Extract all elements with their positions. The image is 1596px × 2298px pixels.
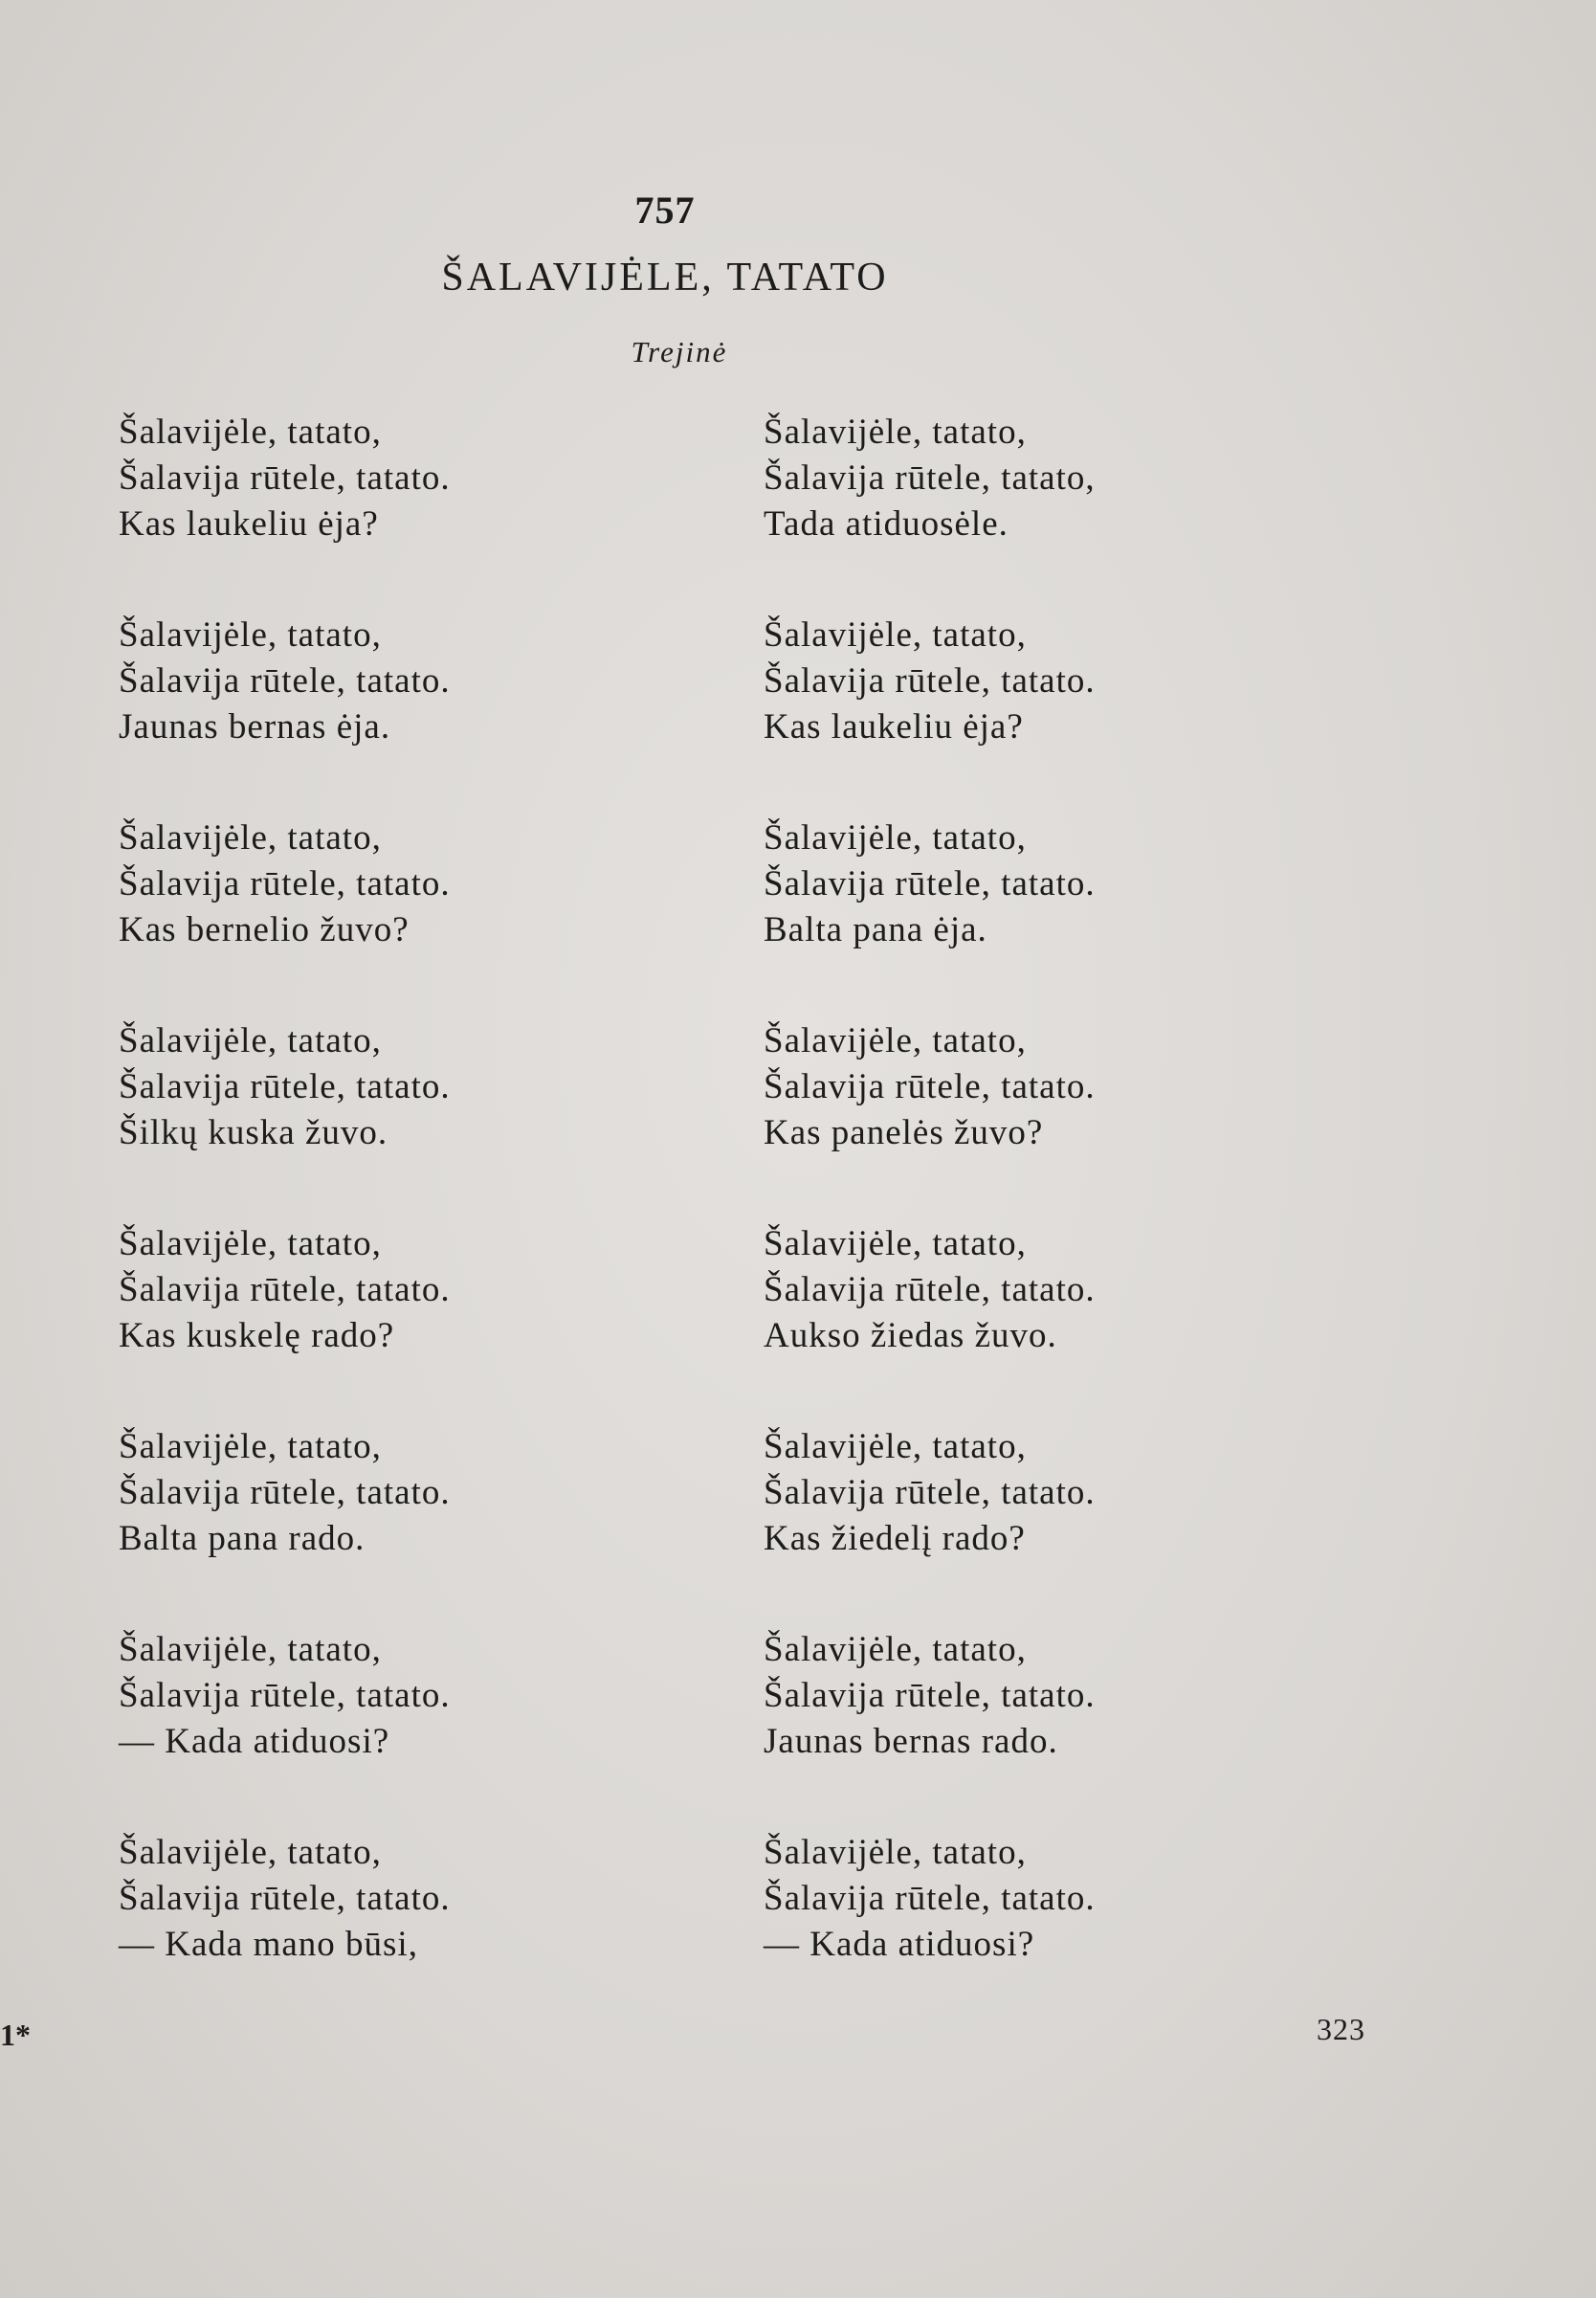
stanza-line: Kas laukeliu ėja? [119,504,379,544]
stanza-line: Šalavija rūtele, tatato. [119,1067,451,1106]
stanza [119,1018,654,1156]
stanza-line: Šalavija rūtele, tatato. [119,458,451,498]
song-subtitle: Trejinė [631,335,728,368]
stanza-line: Balta pana rado. [119,1519,366,1558]
stanza [764,1221,1299,1359]
stanza-line: Šilkų kuska žuvo. [119,1113,388,1152]
signature-mark: 1* [0,2018,31,2052]
stanza-line: Šalavijėle, tatato, [119,1833,382,1872]
stanza-line: Šalavija rūtele, tatato. [764,864,1096,904]
stanza-line: Šalavijėle, tatato, [119,1021,382,1060]
stanza-line: Šalavijėle, tatato, [119,818,382,858]
stanza-line: Šalavija rūtele, tatato, [764,458,1096,498]
stanza-line: Kas kuskelę rado? [119,1316,395,1355]
stanza-line: Kas bernelio žuvo? [119,910,410,949]
stanza [764,1830,1299,1968]
stanza-line: Šalavijėle, tatato, [119,615,382,655]
stanza-line: Šalavija rūtele, tatato. [764,1676,1096,1715]
page-number: 323 [1317,2012,1365,2046]
stanza-line: Balta pana ėja. [764,910,987,949]
stanza-line: Šalavijėle, tatato, [764,615,1027,655]
stanza-line: Jaunas bernas rado. [764,1722,1058,1761]
stanza [119,1830,654,1968]
stanza-line: — Kada mano būsi, [119,1925,418,1964]
stanza-line: — Kada atiduosi? [764,1925,1035,1964]
stanza [764,1424,1299,1562]
stanza-line: Šalavijėle, tatato, [764,1427,1027,1466]
stanza-line: Jaunas bernas ėja. [119,707,391,747]
stanza-line: Šalavija rūtele, tatato. [119,1473,451,1512]
stanza-line: Kas laukeliu ėja? [764,707,1024,747]
stanza [764,1627,1299,1765]
stanza-line: Šalavijėle, tatato, [119,413,382,452]
stanza-line: Šalavijėle, tatato, [764,1833,1027,1872]
stanza-line: Šalavija rūtele, tatato. [764,1067,1096,1106]
stanza [764,410,1299,547]
song-title: ŠALAVIJĖLE, TATATO [441,256,889,300]
stanza [764,1018,1299,1156]
stanza-line: Šalavija rūtele, tatato. [764,661,1096,701]
stanza [119,613,654,750]
song-number: 757 [634,189,696,232]
stanza-line: — Kada atiduosi? [119,1722,390,1761]
stanza-line: Šalavijėle, tatato, [764,413,1027,452]
stanza [119,1627,654,1765]
stanza-line: Šalavija rūtele, tatato. [119,1270,451,1309]
stanza-line: Šalavijėle, tatato, [119,1427,382,1466]
stanza-line: Šalavija rūtele, tatato. [764,1879,1096,1918]
stanza-line: Šalavija rūtele, tatato. [764,1473,1096,1512]
stanza-line: Šalavijėle, tatato, [764,1224,1027,1263]
stanza-line: Šalavijėle, tatato, [119,1630,382,1669]
stanza-line: Šalavijėle, tatato, [764,1021,1027,1060]
stanza [119,1424,654,1562]
stanza-line: Tada atiduosėle. [764,504,1009,544]
stanza-line: Šalavija rūtele, tatato. [119,864,451,904]
stanza [764,815,1299,953]
stanza-line: Šalavija rūtele, tatato. [119,1676,451,1715]
stanza [119,815,654,953]
stanza-line: Kas panelės žuvo? [764,1113,1044,1152]
stanza-line: Šalavija rūtele, tatato. [119,661,451,701]
stanza [119,1221,654,1359]
stanza-line: Kas žiedelį rado? [764,1519,1026,1558]
stanza-line: Aukso žiedas žuvo. [764,1316,1057,1355]
stanza-line: Šalavija rūtele, tatato. [119,1879,451,1918]
stanza-line: Šalavijėle, tatato, [119,1224,382,1263]
stanza [764,613,1299,750]
stanza-line: Šalavijėle, tatato, [764,818,1027,858]
stanza [119,410,654,547]
stanza-line: Šalavijėle, tatato, [764,1630,1027,1669]
stanza-line: Šalavija rūtele, tatato. [764,1270,1096,1309]
